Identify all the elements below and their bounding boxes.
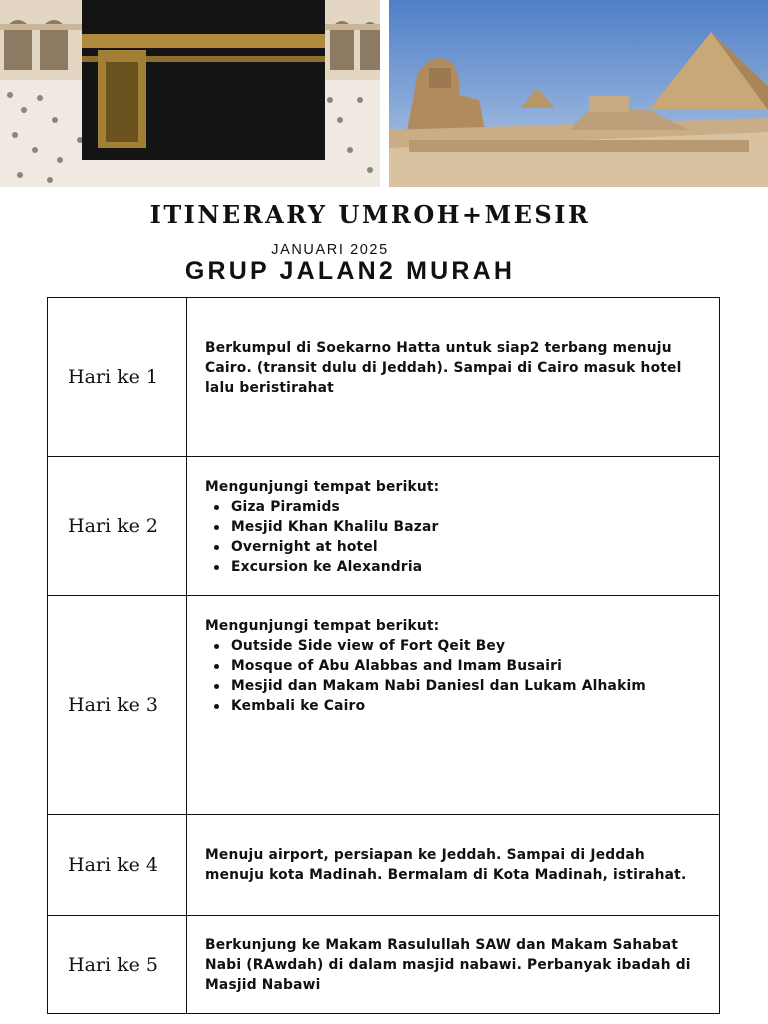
day-label: Hari ke 3 xyxy=(48,596,187,814)
description-text: Mengunjungi tempat berikut: xyxy=(205,479,440,495)
description-text: Menuju airport, persiapan ke Jeddah. Sampai di Jeddah menuju kota Madinah. Bermalam di Kota Madinah, istirahat. xyxy=(205,847,687,883)
group-name: GRUP JALAN2 MURAH xyxy=(184,257,516,285)
list-item: Outside Side view of Fort Qeit Bey xyxy=(231,636,697,656)
place-list xyxy=(205,497,697,577)
itinerary-row-day-3 xyxy=(48,596,719,815)
place-list xyxy=(205,636,697,716)
day-description xyxy=(187,815,719,915)
list-item: Mosque of Abu Alabbas and Imam Busairi xyxy=(231,656,697,676)
list-item: Mesjid Khan Khalilu Bazar xyxy=(231,517,697,537)
itinerary-table xyxy=(47,297,720,1014)
day-description xyxy=(187,298,719,456)
day-label: Hari ke 2 xyxy=(48,457,187,595)
pyramids-sphinx-photo xyxy=(389,0,768,187)
list-item: Overnight at hotel xyxy=(231,537,697,557)
day-label: Hari ke 1 xyxy=(48,298,187,456)
list-item: Giza Piramids xyxy=(231,497,697,517)
day-description xyxy=(187,596,719,814)
day-description xyxy=(187,457,719,595)
description-text: Berkunjung ke Makam Rasulullah SAW dan Makam Sahabat Nabi (RAwdah) di dalam masjid nabawi. Perbanyak ibadah di Masjid Nabawi xyxy=(205,937,691,993)
itinerary-row-day-2 xyxy=(48,457,719,596)
day-label: Hari ke 4 xyxy=(48,815,187,915)
itinerary-title: ITINERARY UMROH+MESIR xyxy=(149,200,591,229)
itinerary-row-day-1 xyxy=(48,298,719,457)
day-description xyxy=(187,916,719,1013)
itinerary-row-day-4 xyxy=(48,815,719,916)
description-text: Berkumpul di Soekarno Hatta untuk siap2 terbang menuju Cairo. (transit dulu di Jeddah). Sampai di Cairo masuk hotel lalu beristirahat xyxy=(205,340,682,396)
day-label: Hari ke 5 xyxy=(48,916,187,1013)
header-photos xyxy=(0,0,768,187)
list-item: Kembali ke Cairo xyxy=(231,696,697,716)
itinerary-row-day-5 xyxy=(48,916,719,1013)
description-text: Mengunjungi tempat berikut: xyxy=(205,618,440,634)
list-item: Mesjid dan Makam Nabi Daniesl dan Lukam Alhakim xyxy=(231,676,697,696)
kaaba-photo xyxy=(0,0,380,187)
itinerary-date: JANUARI 2025 xyxy=(271,242,389,258)
list-item: Excursion ke Alexandria xyxy=(231,557,697,577)
